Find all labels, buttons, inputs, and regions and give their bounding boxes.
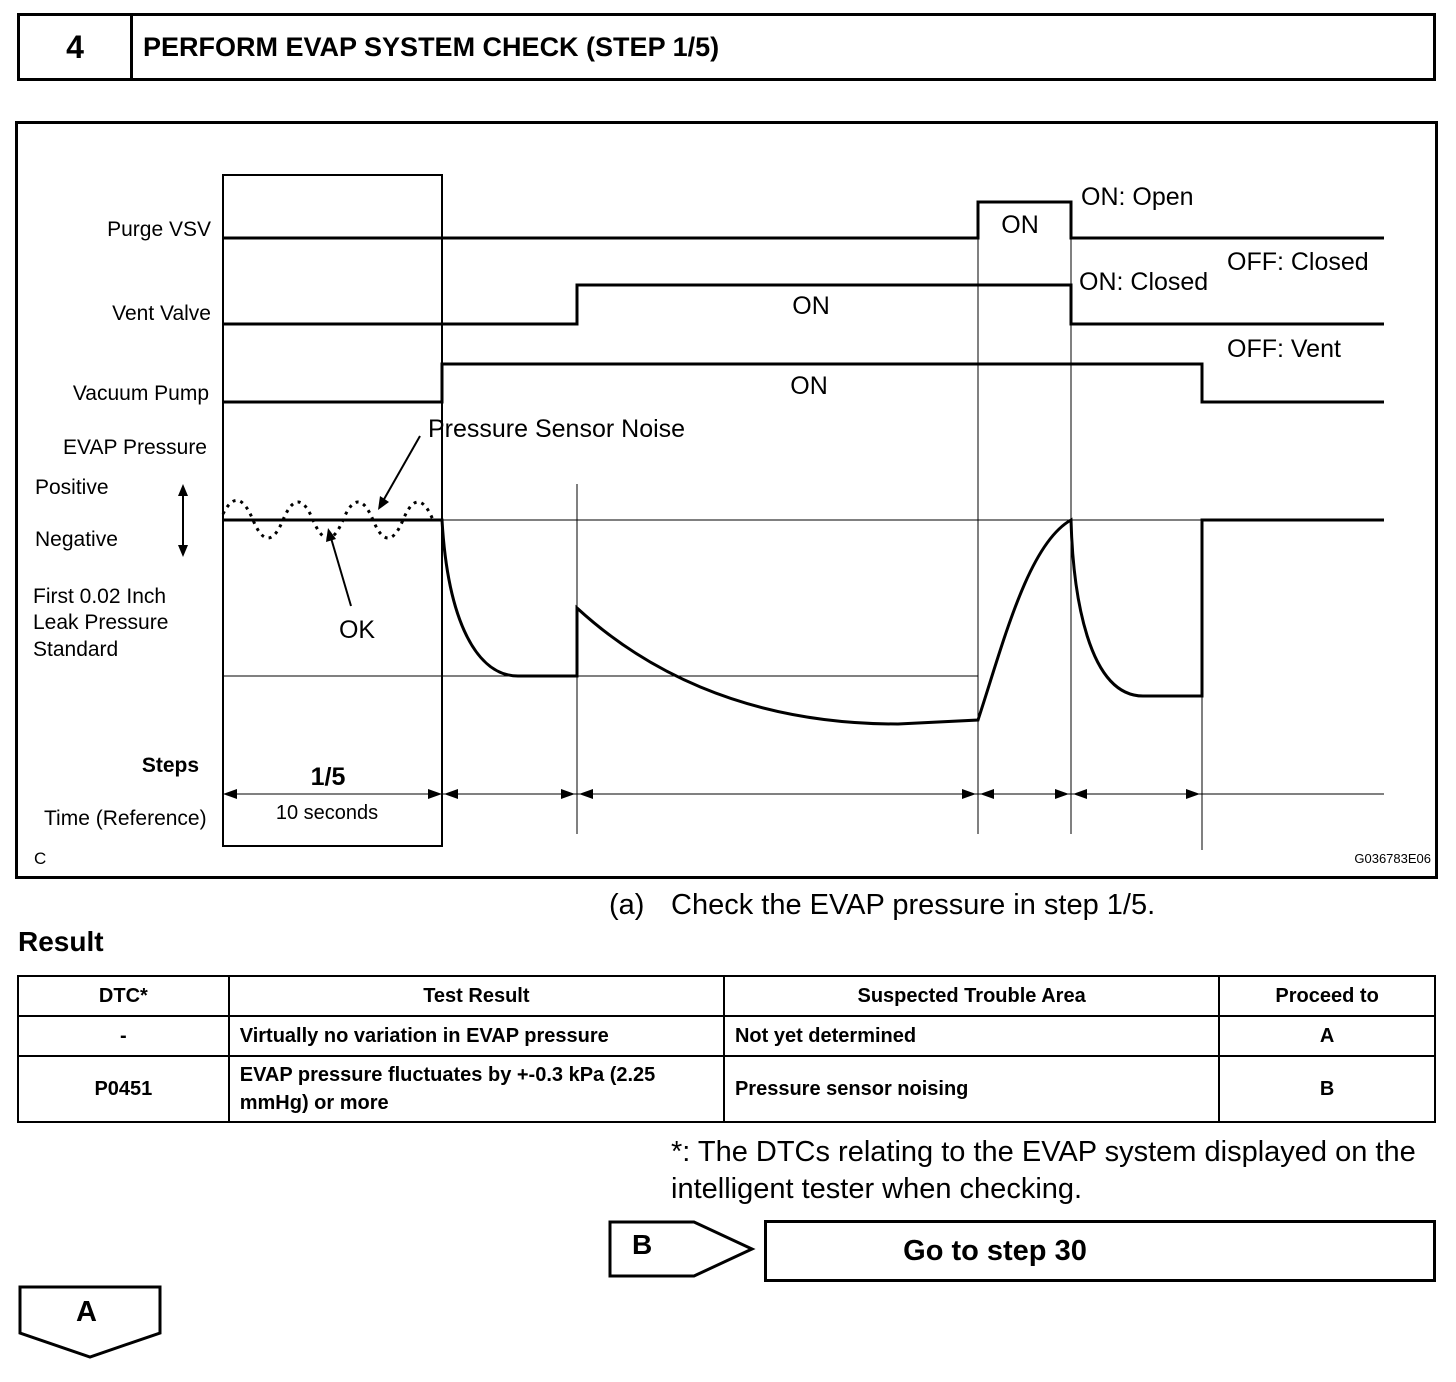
timing-diagram-svg <box>18 124 1441 882</box>
annotation-pressure-sensor-noise: Pressure Sensor Noise <box>428 415 686 443</box>
instruction <box>609 889 1155 922</box>
label-evap-pressure: EVAP Pressure <box>63 436 207 459</box>
noise-pointer-arrow <box>378 436 420 510</box>
table-header-row <box>18 976 1435 1016</box>
step-header <box>17 13 1436 81</box>
result-table <box>17 975 1436 1123</box>
annotation-purge-on: ON <box>1001 211 1039 239</box>
corner-mark: C <box>34 849 47 868</box>
cell-trouble-area: Not yet determined <box>724 1016 1219 1056</box>
polarity-arrow <box>178 484 188 557</box>
label-negative: Negative <box>35 528 118 551</box>
annotation-duration: 10 seconds <box>275 802 379 824</box>
ok-pointer-arrow <box>326 528 351 606</box>
cell-test-result: EVAP pressure fluctuates by +-0.3 kPa (2.25 mmHg) or more <box>229 1056 724 1122</box>
column-header-dtc: DTC* <box>18 976 229 1016</box>
nav-b-label: B <box>632 1229 653 1260</box>
footnote: *: The DTCs relating to the EVAP system displayed on the intelligent tester when checking. <box>671 1136 1416 1205</box>
table-row <box>18 1056 1435 1122</box>
label-leak-standard-1: First 0.02 Inch <box>33 585 167 608</box>
annotation-on-closed: ON: Closed <box>1079 268 1209 296</box>
goto-step-button[interactable]: Go to step 30 <box>764 1220 1436 1282</box>
column-header-trouble-area: Suspected Trouble Area <box>724 976 1219 1016</box>
cell-test-result: Virtually no variation in EVAP pressure <box>229 1016 724 1056</box>
instruction-marker: (a) <box>609 889 645 921</box>
label-purge-vsv: Purge VSV <box>107 218 211 241</box>
annotation-vent-on: ON <box>792 292 830 320</box>
annotation-step-label: 1/5 <box>310 763 346 791</box>
column-header-test-result: Test Result <box>229 976 724 1016</box>
cell-trouble-area: Pressure sensor noising <box>724 1056 1219 1122</box>
annotation-pump-on: ON <box>790 372 828 400</box>
cell-proceed: B <box>1219 1056 1435 1122</box>
label-leak-standard-2: Leak Pressure <box>33 611 169 634</box>
step-window-box <box>223 175 442 846</box>
annotation-off-vent: OFF: Vent <box>1227 335 1341 363</box>
annotation-on-open: ON: Open <box>1081 183 1194 211</box>
cell-dtc: - <box>18 1016 229 1056</box>
nav-a-label: A <box>76 1296 97 1328</box>
label-time-reference: Time (Reference) <box>44 807 207 830</box>
label-leak-standard-3: Standard <box>33 638 119 661</box>
annotation-ok: OK <box>338 616 376 644</box>
instruction-text: Check the EVAP pressure in step 1/5. <box>671 889 1156 921</box>
label-positive: Positive <box>35 476 109 499</box>
column-header-proceed: Proceed to <box>1219 976 1435 1016</box>
label-vacuum-pump: Vacuum Pump <box>72 382 209 405</box>
evap-pressure-curve <box>223 520 1384 724</box>
purge-vsv-signal <box>223 202 1384 238</box>
label-steps: Steps <box>141 754 199 777</box>
figure-code: G036783E06 <box>1354 851 1431 866</box>
timing-diagram <box>15 121 1438 879</box>
step-number: 4 <box>20 16 133 78</box>
table-row <box>18 1016 1435 1056</box>
cell-dtc: P0451 <box>18 1056 229 1122</box>
label-vent-valve: Vent Valve <box>112 302 211 325</box>
step-title: PERFORM EVAP SYSTEM CHECK (STEP 1/5) <box>143 31 720 62</box>
result-heading: Result <box>18 926 104 957</box>
vertical-reference-lines <box>577 202 1202 850</box>
nav-b-arrow[interactable] <box>608 1218 758 1280</box>
cell-proceed: A <box>1219 1016 1435 1056</box>
annotation-off-closed: OFF: Closed <box>1227 248 1369 276</box>
